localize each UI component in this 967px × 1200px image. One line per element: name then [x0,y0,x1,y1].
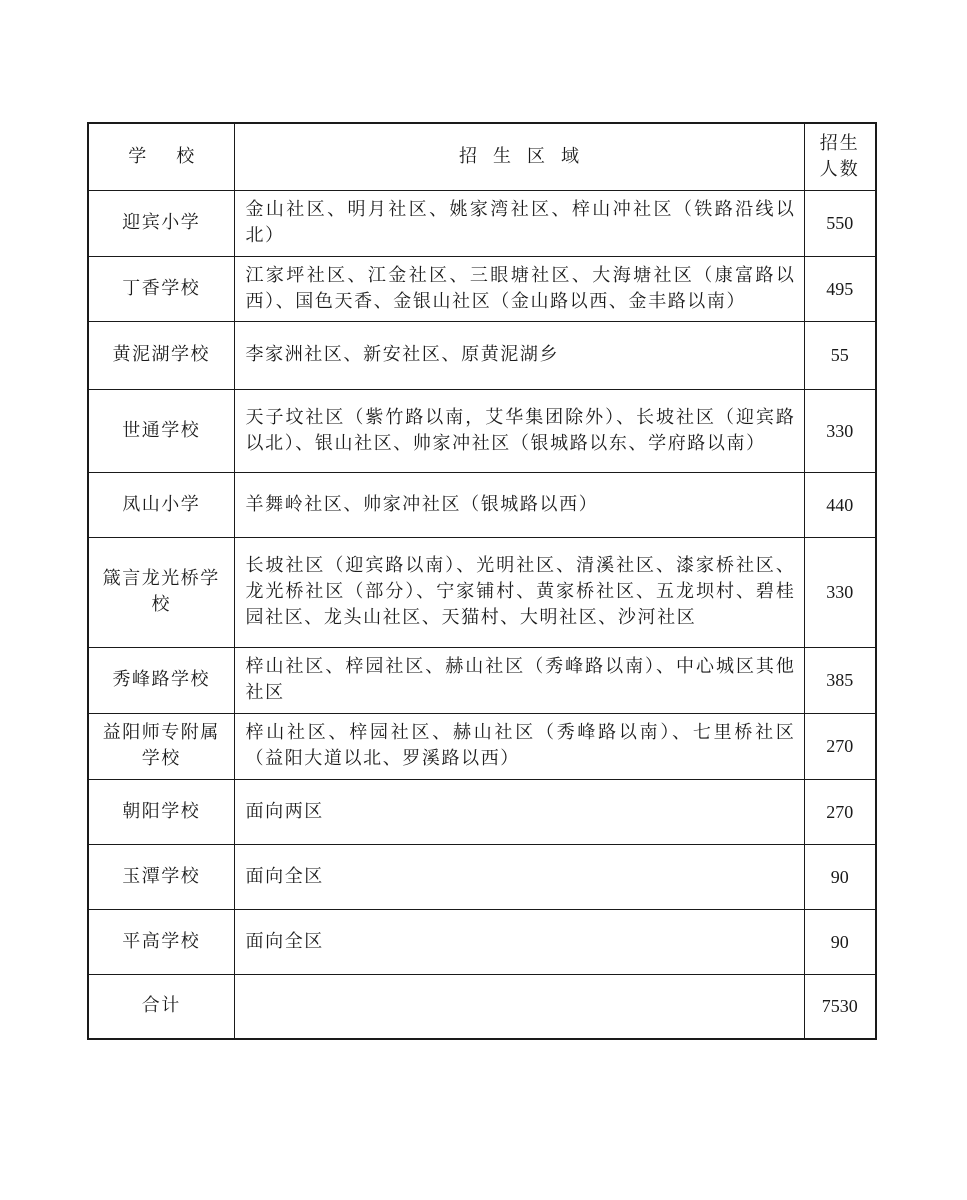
school-name: 玉潭学校 [88,844,234,909]
total-count: 7530 [804,974,876,1039]
table-row [88,909,876,974]
enrollment-area: 羊舞岭社区、帅家冲社区（银城路以西） [234,472,804,537]
header-area: 招生区域 [234,123,804,190]
table-row [88,779,876,844]
enrollment-area: 金山社区、明月社区、姚家湾社区、梓山冲社区（铁路沿线以北） [234,190,804,256]
enrollment-table [87,122,877,1040]
school-name: 世通学校 [88,389,234,472]
enrollment-area: 梓山社区、梓园社区、赫山社区（秀峰路以南）、中心城区其他社区 [234,647,804,713]
enrollment-count: 495 [804,256,876,321]
header-count: 招生人数 [804,123,876,190]
table-row [88,844,876,909]
total-label: 合计 [88,974,234,1039]
school-name: 平高学校 [88,909,234,974]
enrollment-count: 550 [804,190,876,256]
enrollment-area: 面向两区 [234,779,804,844]
enrollment-count: 90 [804,844,876,909]
table-row [88,713,876,779]
enrollment-count: 270 [804,713,876,779]
table-row [88,389,876,472]
school-name: 黄泥湖学校 [88,321,234,389]
enrollment-count: 330 [804,389,876,472]
table-row [88,321,876,389]
enrollment-area: 长坡社区（迎宾路以南）、光明社区、清溪社区、漆家桥社区、龙光桥社区（部分）、宁家铺村、黄家桥社区、五龙坝村、碧桂园社区、龙头山社区、天猫村、大明社区、沙河社区 [234,537,804,647]
enrollment-count: 440 [804,472,876,537]
enrollment-count: 330 [804,537,876,647]
enrollment-area: 江家坪社区、江金社区、三眼塘社区、大海塘社区（康富路以西）、国色天香、金银山社区（金山路以西、金丰路以南） [234,256,804,321]
enrollment-count: 90 [804,909,876,974]
enrollment-area: 面向全区 [234,909,804,974]
header-school: 学校 [88,123,234,190]
school-name: 秀峰路学校 [88,647,234,713]
enrollment-count: 270 [804,779,876,844]
school-name: 箴言龙光桥学校 [88,537,234,647]
school-name: 益阳师专附属学校 [88,713,234,779]
table-row [88,190,876,256]
enrollment-count: 55 [804,321,876,389]
school-name: 迎宾小学 [88,190,234,256]
enrollment-area: 天子坟社区（紫竹路以南，艾华集团除外）、长坡社区（迎宾路以北）、银山社区、帅家冲社区（银城路以东、学府路以南） [234,389,804,472]
enrollment-area: 面向全区 [234,844,804,909]
total-area [234,974,804,1039]
table-row [88,256,876,321]
school-name: 凤山小学 [88,472,234,537]
table-row [88,537,876,647]
total-row [88,974,876,1039]
table-header-row [88,123,876,190]
enrollment-count: 385 [804,647,876,713]
school-name: 丁香学校 [88,256,234,321]
table-row [88,472,876,537]
enrollment-area: 梓山社区、梓园社区、赫山社区（秀峰路以南）、七里桥社区（益阳大道以北、罗溪路以西） [234,713,804,779]
enrollment-area: 李家洲社区、新安社区、原黄泥湖乡 [234,321,804,389]
table-row [88,647,876,713]
school-name: 朝阳学校 [88,779,234,844]
